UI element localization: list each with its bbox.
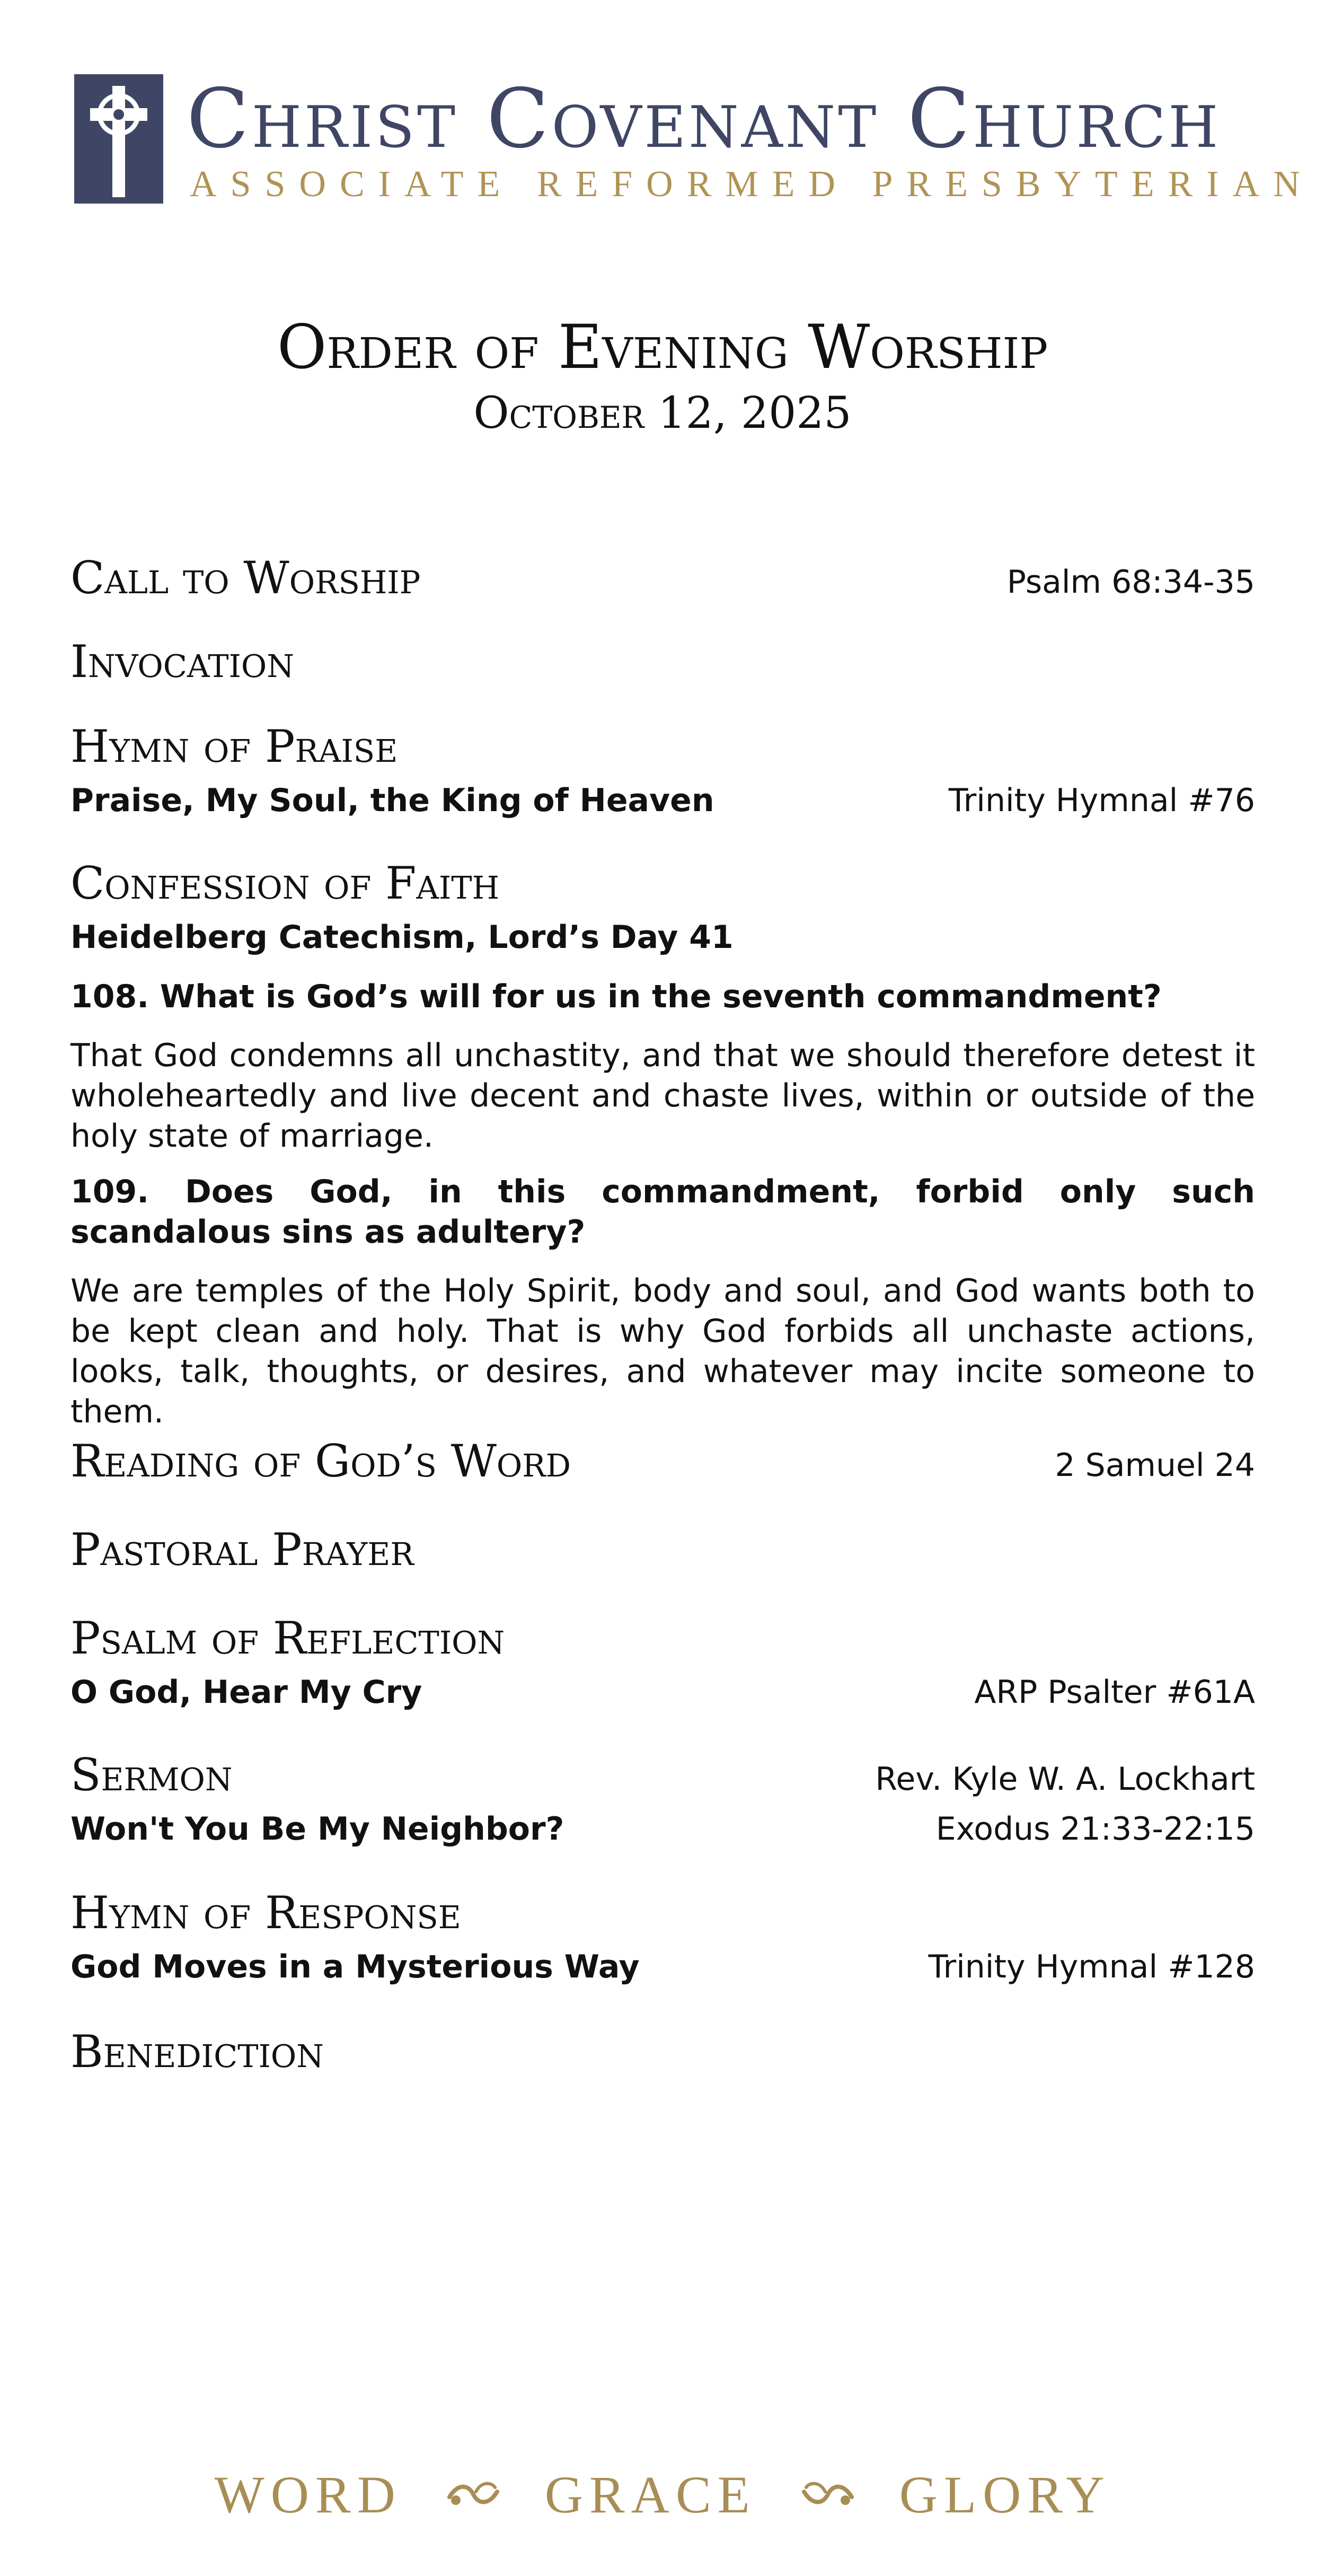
motto-word: GLORY [899, 2465, 1111, 2524]
heading-call-to-worship: Call to Worship [70, 552, 421, 604]
denomination: ASSOCIATE REFORMED PRESBYTERIAN [190, 164, 1314, 205]
heading-hymn-of-response: Hymn of Response [70, 1887, 461, 1939]
confession-source: Heidelberg Catechism, Lord’s Day 41 [70, 919, 734, 956]
psalm-reference: ARP Psalter #61A [974, 1674, 1255, 1711]
heading-sermon: Sermon [70, 1749, 233, 1801]
heading-reading: Reading of God’s Word [70, 1435, 571, 1487]
reading-reference: 2 Samuel 24 [1055, 1447, 1255, 1484]
call-to-worship-reference: Psalm 68:34-35 [1006, 564, 1255, 601]
hymn-of-praise-reference: Trinity Hymnal #76 [948, 782, 1255, 819]
catechism-answer-108: That God condemns all unchastity, and that we should therefore detest it wholeheartedly and live decent and chaste lives, within or outside of the holy state of marriage. [70, 1037, 1255, 1155]
church-name: Christ Covenant Church [187, 72, 1221, 166]
psalm-title: O God, Hear My Cry [70, 1674, 422, 1711]
hymn-of-response-reference: Trinity Hymnal #128 [928, 1948, 1255, 1985]
heading-invocation: Invocation [70, 636, 294, 688]
heading-pastoral-prayer: Pastoral Prayer [70, 1524, 414, 1576]
sermon-preacher: Rev. Kyle W. A. Lockhart [875, 1761, 1255, 1798]
footer-motto [0, 2460, 1325, 2529]
page-title: Order of Evening Worship [277, 312, 1048, 382]
fleuron-icon [444, 2476, 502, 2513]
service-date: October 12, 2025 [473, 388, 852, 438]
hymn-of-response-title: God Moves in a Mysterious Way [70, 1948, 640, 1985]
hymn-of-praise-title: Praise, My Soul, the King of Heaven [70, 782, 714, 819]
motto-word: WORD [214, 2465, 402, 2524]
catechism-question-109: 109. Does God, in this commandment, forbid only such scandalous sins as adultery? [70, 1173, 1255, 1251]
church-header [74, 69, 1314, 207]
catechism-answer-109: We are temples of the Holy Spirit, body and soul, and God wants both to be kept clean and holy. That is why God forbids all unchaste actions, looks, talk, thoughts, or desires, and whatever may incite someone to them. [70, 1272, 1255, 1430]
motto-word: GRACE [544, 2465, 756, 2524]
fleuron-icon [799, 2476, 857, 2513]
sermon-reference: Exodus 21:33-22:15 [935, 1810, 1255, 1848]
heading-psalm-of-reflection: Psalm of Reflection [70, 1612, 505, 1664]
celtic-cross-icon [74, 74, 163, 204]
sermon-title: Won't You Be My Neighbor? [70, 1810, 564, 1848]
heading-confession-of-faith: Confession of Faith [70, 857, 500, 909]
catechism-question-108: 108. What is God’s will for us in the seventh commandment? [70, 978, 1162, 1015]
heading-hymn-of-praise: Hymn of Praise [70, 720, 398, 772]
heading-benediction: Benediction [70, 2026, 324, 2078]
